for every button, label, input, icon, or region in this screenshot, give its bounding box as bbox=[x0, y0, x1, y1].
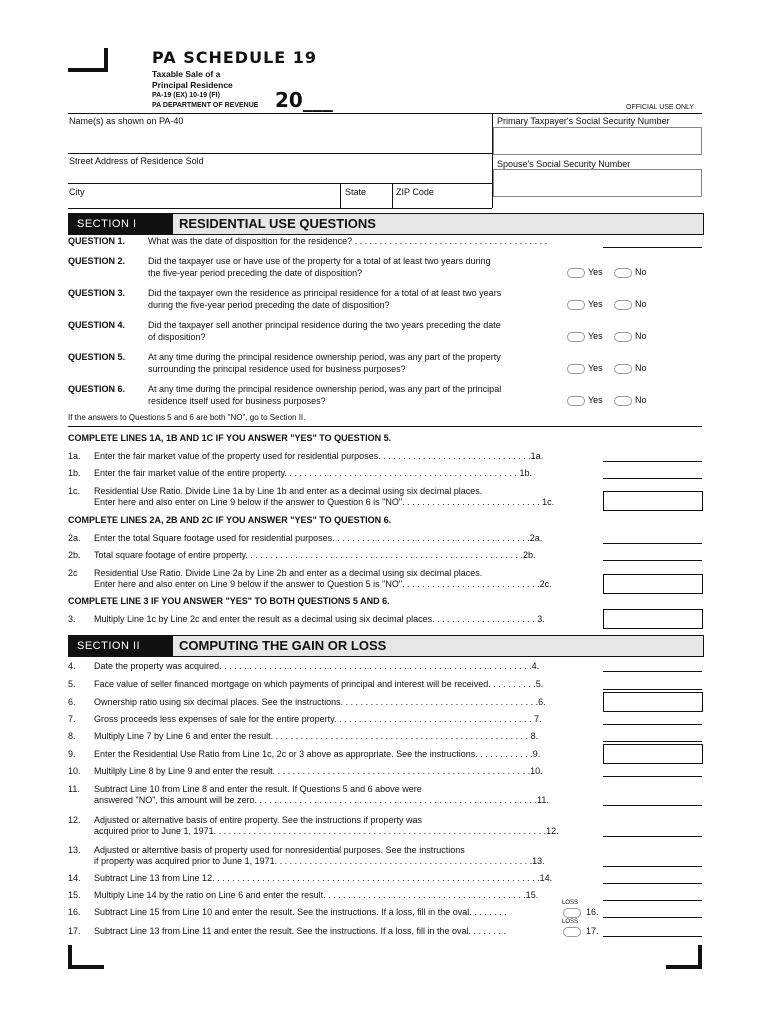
line-input-box[interactable] bbox=[603, 744, 703, 764]
yes-oval[interactable] bbox=[567, 300, 585, 310]
line-input[interactable] bbox=[603, 866, 702, 867]
spouse-ssn-label: Spouse's Social Security Number bbox=[497, 159, 631, 169]
yes-label: Yes bbox=[588, 331, 603, 341]
primary-ssn-input[interactable] bbox=[493, 127, 702, 155]
line-number: 16. bbox=[68, 907, 81, 917]
no-oval[interactable] bbox=[614, 332, 632, 342]
names-input[interactable] bbox=[70, 128, 488, 150]
spouse-ssn-input[interactable] bbox=[493, 169, 702, 197]
line-input-box[interactable] bbox=[603, 692, 703, 712]
state-input[interactable] bbox=[344, 196, 390, 207]
line-text-1: Multiply Line 7 by Line 6 and enter the result. . . . . . . . . . . . . . . . . . . . . . . . . . . . . . . . . . . . . . . . . . . . . . . . . . . . 8. bbox=[94, 731, 539, 741]
line-tag: 16. bbox=[586, 907, 599, 917]
yes-label: Yes bbox=[588, 363, 603, 373]
line-input[interactable] bbox=[603, 883, 702, 884]
section-1-label: SECTION I bbox=[69, 214, 173, 234]
line-tag: 17. bbox=[586, 926, 599, 936]
question-text-2: the five-year period preceding the date of disposition? bbox=[148, 268, 363, 278]
official-use-label: OFFICIAL USE ONLY bbox=[626, 104, 695, 111]
question-text-1: At any time during the principal residence ownership period, was any part of the principal bbox=[148, 384, 502, 394]
question-number: QUESTION 1. bbox=[68, 236, 126, 246]
question-number: QUESTION 3. bbox=[68, 288, 126, 298]
line-input[interactable] bbox=[603, 689, 702, 690]
line-2c-text-1: Residential Use Ratio. Divide Line 2a by Line 2b and enter as a decimal using six decimal places. bbox=[94, 568, 483, 578]
line-number: 15. bbox=[68, 890, 81, 900]
line-input[interactable] bbox=[603, 936, 702, 937]
yes-oval[interactable] bbox=[567, 364, 585, 374]
line-input[interactable] bbox=[603, 805, 702, 806]
line-number: 17. bbox=[68, 926, 81, 936]
line-2a-text: Enter the total Square footage used for residential purposes. . . . . . . . . . . . . . . . . . . . . . . . . . . . . . . . . . . . . . . .2a. bbox=[94, 533, 543, 543]
question-text-1: What was the date of disposition for the residence? . . . . . . . . . . . . . . . . . . . . . . . . . . . . . . . . . . . . . . . bbox=[148, 236, 548, 246]
question-text-2: of disposition? bbox=[148, 332, 206, 342]
line-number: 6. bbox=[68, 697, 76, 707]
disposition-date-input[interactable] bbox=[603, 247, 702, 248]
question-text-2: residence itself used for business purposes? bbox=[148, 396, 326, 406]
line-2a-input[interactable] bbox=[603, 543, 702, 544]
line-number: 9. bbox=[68, 749, 76, 759]
line-2c-input[interactable] bbox=[603, 574, 703, 594]
yes-label: Yes bbox=[588, 395, 603, 405]
section-1-header bbox=[68, 213, 704, 235]
line-text-1: Enter the Residential Use Ratio from Line 1c, 2c or 3 above as appropriate. See the instructions. . . . . . . . . . . .9. bbox=[94, 749, 541, 759]
line-text-2: acquired prior to June 1, 1971. . . . . . . . . . . . . . . . . . . . . . . . . . . . . . . . . . . . . . . . . . . . . . . . . . . . . . . . . . . . . . . . . . .12. bbox=[94, 826, 559, 836]
line-1c-text-2: Enter here and also enter on Line 9 below if the answer to Question 6 is "NO". . . . . . . . . . . . . . . . . . . . . . . . . . . . 1c. bbox=[94, 497, 555, 507]
line-1a-input[interactable] bbox=[603, 461, 702, 462]
line-input[interactable] bbox=[603, 671, 702, 672]
line-number: 4. bbox=[68, 661, 76, 671]
line-text-1: Ownership ratio using six decimal places. See the instructions. . . . . . . . . . . . . . . . . . . . . . . . . . . . . . . . . . . . . . . .6. bbox=[94, 697, 546, 707]
question-text-2: during the five-year period preceding the date of disposition? bbox=[148, 300, 390, 310]
street-label: Street Address of Residence Sold bbox=[69, 156, 204, 166]
line-text-1: Adjusted or alternative basis of entire property. See the instructions if property was bbox=[94, 815, 422, 825]
tax-year-field[interactable]: 20___ bbox=[275, 88, 333, 112]
no-label: No bbox=[635, 267, 647, 277]
form-subtitle-1: Taxable Sale of a bbox=[152, 69, 221, 79]
zip-input[interactable] bbox=[396, 196, 490, 207]
state-label: State bbox=[345, 187, 367, 197]
line-text-1: Subtract Line 13 from Line 12. . . . . . . . . . . . . . . . . . . . . . . . . . . . . . . . . . . . . . . . . . . . . . . . . . . . . . . . . . . . . . . . . .14. bbox=[94, 873, 553, 883]
line-3-input[interactable] bbox=[603, 609, 703, 629]
line-input[interactable] bbox=[603, 917, 702, 918]
heading-lines-1: COMPLETE LINES 1A, 1B AND 1C IF YOU ANSWER "YES" TO QUESTION 5. bbox=[68, 433, 392, 443]
line-text-1: Subtract Line 13 from Line 11 and enter the result. See the instructions. If a loss, fill in the oval. . . . . . . . bbox=[94, 926, 507, 936]
section-2-header bbox=[68, 635, 704, 657]
line-1b-number: 1b. bbox=[68, 468, 81, 478]
no-oval[interactable] bbox=[614, 396, 632, 406]
question-number: QUESTION 4. bbox=[68, 320, 126, 330]
no-oval[interactable] bbox=[614, 300, 632, 310]
line-3-text: Multiply Line 1c by Line 2c and enter the result as a decimal using six decimal places. . . . . . . . . . . . . . . . . . . . . 3. bbox=[94, 614, 545, 624]
yes-oval[interactable] bbox=[567, 268, 585, 278]
line-number: 13. bbox=[68, 845, 81, 855]
section-2-label: SECTION II bbox=[69, 636, 173, 656]
loss-label: LOSS bbox=[562, 919, 579, 925]
question-text-1: At any time during the principal residence ownership period, was any part of the property bbox=[148, 352, 501, 362]
line-2c-text-2: Enter here and also enter on Line 9 below if the answer to Question 5 is "NO". . . . . . . . . . . . . . . . . . . . . . . . . . . .2c. bbox=[94, 579, 552, 589]
line-2b-input[interactable] bbox=[603, 560, 702, 561]
line-2b-number: 2b. bbox=[68, 550, 81, 560]
line-number: 14. bbox=[68, 873, 81, 883]
no-label: No bbox=[635, 299, 647, 309]
line-text-1: Adjusted or alterntive basis of property used for nonresidential purposes. See the instructions bbox=[94, 845, 465, 855]
heading-line-3: COMPLETE LINE 3 IF YOU ANSWER "YES" TO BOTH QUESTIONS 5 AND 6. bbox=[68, 596, 390, 606]
department-name: PA DEPARTMENT OF REVENUE bbox=[152, 102, 259, 109]
question-number: QUESTION 6. bbox=[68, 384, 126, 394]
line-1c-number: 1c. bbox=[68, 486, 81, 496]
question-number: QUESTION 2. bbox=[68, 256, 126, 266]
yes-oval[interactable] bbox=[567, 396, 585, 406]
loss-oval[interactable] bbox=[563, 908, 581, 918]
line-2b-text: Total square footage of entire property. . . . . . . . . . . . . . . . . . . . . . . . . . . . . . . . . . . . . . . . . . . . . . . . . . . . . . . .2b. bbox=[94, 550, 536, 560]
no-label: No bbox=[635, 363, 647, 373]
line-text-1: Gross proceeds less expenses of sale for the entire property. . . . . . . . . . . . . . . . . . . . . . . . . . . . . . . . . . . . . . . . 7. bbox=[94, 714, 542, 724]
line-1a-text: Enter the fair market value of the property used for residential purposes. . . . . . . . . . . . . . . . . . . . . . . . . . . . . . .1a. bbox=[94, 451, 544, 461]
registration-mark-bottom-right bbox=[666, 945, 702, 969]
line-number: 8. bbox=[68, 731, 76, 741]
line-input[interactable] bbox=[603, 776, 702, 777]
line-1b-text: Enter the fair market value of the entire property. . . . . . . . . . . . . . . . . . . . . . . . . . . . . . . . . . . . . . . . . . . . . . . 1b. bbox=[94, 468, 532, 478]
line-number: 11. bbox=[68, 784, 80, 794]
section-2-title: COMPUTING THE GAIN OR LOSS bbox=[179, 638, 387, 653]
line-input[interactable] bbox=[603, 836, 702, 837]
registration-mark-bottom-left bbox=[68, 945, 104, 969]
loss-oval[interactable] bbox=[563, 927, 581, 937]
line-number: 5. bbox=[68, 679, 76, 689]
line-input[interactable] bbox=[603, 724, 702, 725]
line-text-1: Multilply Line 8 by Line 9 and enter the result. . . . . . . . . . . . . . . . . . . . . . . . . . . . . . . . . . . . . . . . . . . . . . . . . . . .10. bbox=[94, 766, 543, 776]
yes-label: Yes bbox=[588, 299, 603, 309]
line-number: 10. bbox=[68, 766, 81, 776]
form-title: PA SCHEDULE 19 bbox=[152, 48, 318, 67]
line-text-1: Date the property was acquired. . . . . . . . . . . . . . . . . . . . . . . . . . . . . . . . . . . . . . . . . . . . . . . . . . . . . . . . . . . . . . .4. bbox=[94, 661, 540, 671]
yes-label: Yes bbox=[588, 267, 603, 277]
heading-lines-2: COMPLETE LINES 2A, 2B AND 2C IF YOU ANSWER "YES" TO QUESTION 6. bbox=[68, 515, 392, 525]
line-1c-text-1: Residential Use Ratio. Divide Line 1a by Line 1b and enter as a decimal using six decimal places. bbox=[94, 486, 483, 496]
section-1-title: RESIDENTIAL USE QUESTIONS bbox=[179, 216, 376, 231]
line-input[interactable] bbox=[603, 741, 702, 742]
yes-oval[interactable] bbox=[567, 332, 585, 342]
no-label: No bbox=[635, 331, 647, 341]
line-number: 7. bbox=[68, 714, 76, 724]
line-2c-number: 2c bbox=[68, 568, 78, 578]
line-3-number: 3. bbox=[68, 614, 76, 624]
question-number: QUESTION 5. bbox=[68, 352, 126, 362]
question-text-2: surrounding the principal residence used for business purposes? bbox=[148, 364, 406, 374]
question-text-1: Did the taxpayer own the residence as principal residence for a total of at least two years bbox=[148, 288, 502, 298]
no-oval[interactable] bbox=[614, 364, 632, 374]
section-1-note: If the answers to Questions 5 and 6 are both "NO", go to Section II. bbox=[68, 413, 306, 422]
question-text-1: Did the taxpayer sell another principal residence during the two years preceding the date bbox=[148, 320, 501, 330]
form-code: PA-19 (EX) 10-19 (FI) bbox=[152, 92, 220, 99]
form-subtitle-2: Principal Residence bbox=[152, 80, 233, 90]
line-1b-input[interactable] bbox=[603, 478, 702, 479]
line-text-1: Subtract Line 10 from Line 8 and enter the result. If Questions 5 and 6 above were bbox=[94, 784, 422, 794]
line-text-1: Multiply Line 14 by the ratio on Line 6 and enter the result. . . . . . . . . . . . . . . . . . . . . . . . . . . . . . . . . . . . . . . . .15. bbox=[94, 890, 539, 900]
city-input[interactable] bbox=[90, 186, 335, 206]
no-label: No bbox=[635, 395, 647, 405]
line-text-2: if property was acquired prior to June 1, 1971. . . . . . . . . . . . . . . . . . . . . . . . . . . . . . . . . . . . . . . . . . . . . . . . . . . .13. bbox=[94, 856, 545, 866]
line-input[interactable] bbox=[603, 900, 702, 901]
line-1a-number: 1a. bbox=[68, 451, 81, 461]
line-text-1: Face value of seller financed mortgage on which payments of principal and interest will be received. . . . . . . . . .5. bbox=[94, 679, 544, 689]
line-1c-input[interactable] bbox=[603, 491, 703, 511]
line-text-2: answered "NO", this amount will be zero. . . . . . . . . . . . . . . . . . . . . . . . . . . . . . . . . . . . . . . . . . . . . . . . . . . . . . . . .11. bbox=[94, 795, 549, 805]
loss-label: LOSS bbox=[562, 900, 579, 906]
line-number: 12. bbox=[68, 815, 81, 825]
line-text-1: Subtract Line 15 from Line 10 and enter the result. See the instructions. If a loss, fill in the oval. . . . . . . . bbox=[94, 907, 507, 917]
street-input[interactable] bbox=[70, 167, 488, 181]
city-label: City bbox=[69, 187, 85, 197]
primary-ssn-label: Primary Taxpayer's Social Security Number bbox=[497, 116, 670, 126]
no-oval[interactable] bbox=[614, 268, 632, 278]
zip-label: ZIP Code bbox=[396, 187, 434, 197]
question-text-1: Did the taxpayer use or have use of the property for a total of at least two years during bbox=[148, 256, 491, 266]
registration-mark-top-left bbox=[68, 48, 108, 72]
names-label: Name(s) as shown on PA-40 bbox=[69, 116, 184, 126]
line-2a-number: 2a. bbox=[68, 533, 81, 543]
